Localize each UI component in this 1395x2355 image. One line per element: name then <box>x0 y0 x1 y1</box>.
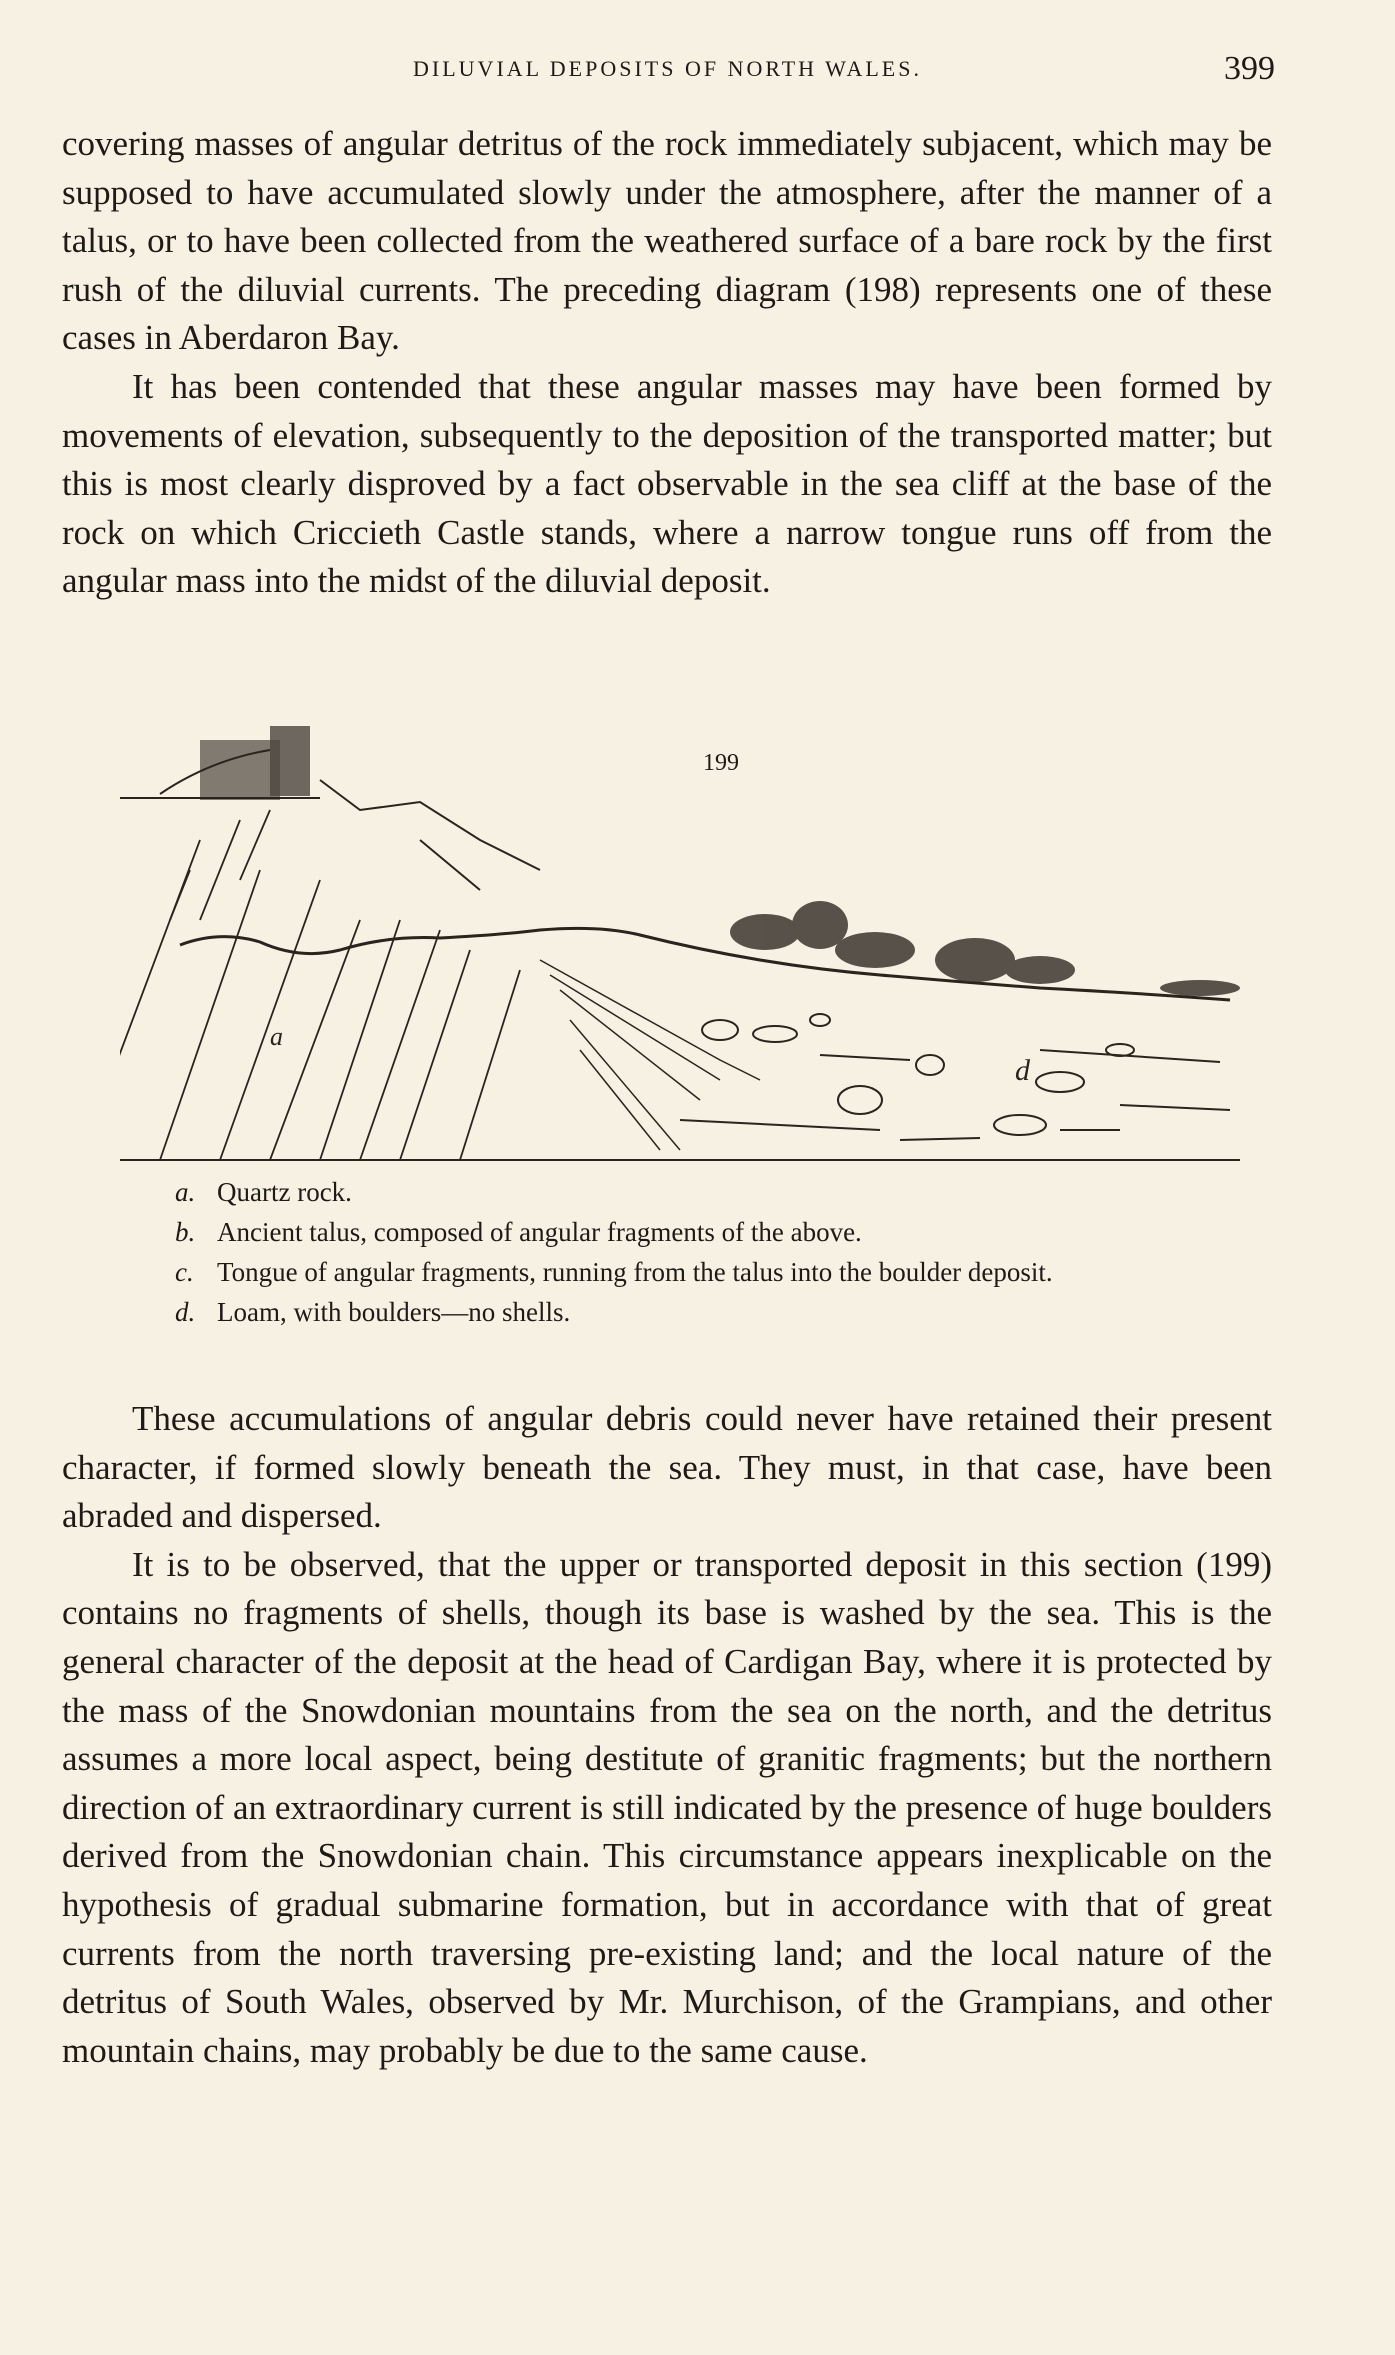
caption-text: Tongue of angular fragments, running from the talus into the boulder deposit. <box>217 1257 1053 1287</box>
caption-text: Quartz rock. <box>217 1177 352 1207</box>
paragraph: It is to be observed, that the upper or transported deposit in this section (199) contains no fragments of shells, though its base is washed by the sea. This is the general character of the deposit at the head of Cardigan Bay, where it is protected by the mass of the Snowdonian mountains from the sea on the north, and the detritus assumes a more local aspect, being destitute of granitic fragments; but the northern direction of an extraordinary current is still indicated by the presence of huge boulders derived from the Snowdonian chain. This circumstance appears inexplicable on the hypothesis of gradual submarine formation, but in accordance with that of great currents from the north traversing pre-existing land; and the local nature of the detritus of South Wales, observed by Mr. Murchison, of the Grampians, and other mountain chains, may probably be due to the same cause. <box>62 1544 1272 2070</box>
geological-section-diagram <box>120 720 1240 1170</box>
figure-199 <box>120 720 1240 1170</box>
figure-label-d: d <box>1015 1054 1030 1087</box>
talus-surface <box>180 928 1230 1000</box>
figure-number: 199 <box>703 750 739 776</box>
text-block-bottom <box>62 1395 1272 2075</box>
caption-item <box>175 1172 1275 1212</box>
page-number: 399 <box>1224 50 1275 87</box>
rock-surface-line <box>320 780 540 870</box>
text-block-top <box>62 120 1272 606</box>
caption-item <box>175 1292 1275 1332</box>
caption-text: Loam, with boulders—no shells. <box>217 1297 571 1327</box>
castle-ruin-icon <box>120 726 320 800</box>
boulders <box>680 1014 1230 1140</box>
caption-item <box>175 1212 1275 1252</box>
caption-key: a. <box>175 1177 196 1207</box>
quartz-rock-strata <box>120 810 520 1160</box>
caption-key: d. <box>175 1297 196 1327</box>
caption-text: Ancient talus, composed of angular fragments of the above. <box>217 1217 862 1247</box>
running-head <box>60 50 1275 90</box>
caption-item <box>175 1252 1275 1292</box>
paragraph: It has been contended that these angular masses may have been formed by movements of elevation, subsequently to the deposition of the transported matter; but this is most clearly disproved by a fact observable in the sea cliff at the base of the rock on which Criccieth Castle stands, where a narrow tongue runs off from the angular mass into the midst of the diluvial deposit. <box>62 366 1272 601</box>
running-title: DILUVIAL DEPOSITS OF NORTH WALES. <box>413 56 922 81</box>
caption-key: b. <box>175 1217 196 1247</box>
figure-caption <box>175 1172 1275 1332</box>
figure-label-a: a <box>270 1022 283 1051</box>
caption-key: c. <box>175 1257 194 1287</box>
paragraph: covering masses of angular detritus of the rock immediately subjacent, which may be supposed to have accumulated slowly under the atmosphere, after the manner of a talus, or to have been collected from the weathered surface of a bare rock by the first rush of the diluvial currents. The preceding diagram (198) represents one of these cases in Aberdaron Bay. <box>62 124 1272 358</box>
vegetation-cover <box>730 901 1240 996</box>
paragraph: These accumulations of angular debris could never have retained their present character, if formed slowly beneath the sea. They must, in that case, have been abraded and dispersed. <box>62 1399 1272 1536</box>
